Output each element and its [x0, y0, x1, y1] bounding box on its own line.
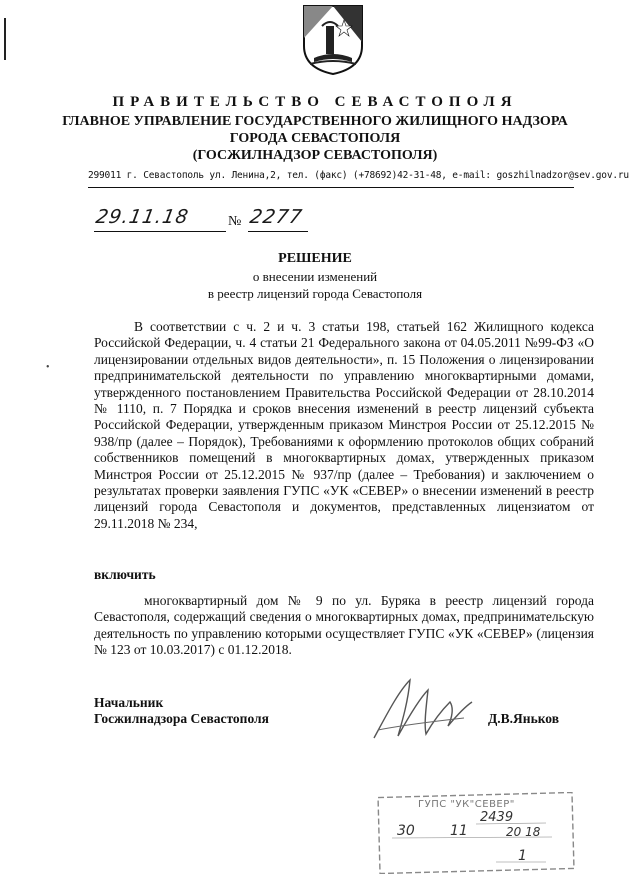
document-title: РЕШЕНИЕ	[278, 251, 352, 266]
subtitle-line-1: о внесении изменений	[252, 269, 378, 284]
date-underline	[94, 231, 226, 232]
stamp-year: 20 18	[506, 825, 541, 839]
department-short-name: (ГОСЖИЛНАДЗОР СЕВАСТОПОЛЯ)	[192, 148, 438, 163]
document-subtitle	[0, 268, 630, 302]
subtitle-line-2: в реестр лицензий города Севастополя	[207, 286, 423, 301]
stamp-month: 11	[450, 823, 468, 839]
handwritten-signature	[368, 672, 476, 746]
registration-date: 29.11.18	[94, 206, 191, 228]
number-underline	[248, 231, 308, 232]
department-line-2: ГОРОДА СЕВАСТОПОЛЯ	[229, 131, 401, 146]
stamp-sheets: 1	[518, 848, 527, 864]
stamp-day: 30	[397, 823, 415, 839]
sevastopol-coat-of-arms-icon	[300, 2, 366, 76]
stamp-organization: ГУПС "УК"СЕВЕР"	[418, 799, 515, 810]
decision-paragraph: многоквартирный дом № 9 по ул. Буряка в реестр лицензий города Севастополя, содержащий сведения о многоквартирных домах, предпринимательскую деятельность по управлению которыми осуществляет ГУПС «УК «СЕВЕР» (лицензия № 123 от 10.03.2017) с 01.12.2018.	[94, 593, 594, 658]
letterhead-address: 299011 г. Севастополь ул. Ленина,2, тел. (факс) (+78692)42-31-48, e-mail: goszhilnadzor@sev.gov.ru	[88, 170, 629, 181]
letterhead-divider	[88, 187, 574, 188]
number-label: №	[228, 214, 242, 229]
decision-word: включить	[94, 567, 156, 582]
scan-edge-mark	[4, 18, 6, 60]
signatory-name: Д.В.Яньков	[488, 711, 560, 726]
signatory-position-line-2: Госжилнадзора Севастополя	[94, 711, 269, 726]
legal-basis-paragraph: В соответствии с ч. 2 и ч. 3 статьи 198, статьей 162 Жилищного кодекса Российской Федерации, ч. 4 статьи 21 Федерального закона от 04.05.2011 №99-ФЗ «О лицензировании отдельных видов деятельности», п. 15 Положения о лицензировании предпринимательской деятельности по управлению многоквартирными домами, утвержденного постановлением Правительства Российской Федерации от 28.10.2014 № 1110, п. 7 Порядка и сроков внесения изменений в реестр лицензий субъекта Российской Федерации, утвержденным приказом Минстроя России от 25.12.2015 № 938/пр (далее – Порядок), Требованиями к оформлению протоколов общих собраний собственников помещений в многоквартирных домах, утвержденных приказом Минстроя России от 25.12.2015 № 937/пр (далее – Требования) и заключением о результатах проверки заявления ГУПС «УК «СЕВЕР» о внесении изменений в реестр лицензий города Севастополя и документов, представленных лицензиатом от 29.11.2018 № 234,	[94, 319, 594, 531]
department-line-1: ГЛАВНОЕ УПРАВЛЕНИЕ ГОСУДАРСТВЕННОГО ЖИЛИЩНОГО НАДЗОРА	[62, 114, 568, 129]
signatory-position-line-1: Начальник	[94, 695, 164, 710]
stamp-incoming-number: 2439	[480, 810, 514, 825]
government-name: ПРАВИТЕЛЬСТВО СЕВАСТОПОЛЯ	[112, 94, 518, 110]
department-name	[0, 113, 630, 164]
margin-mark: •	[46, 362, 50, 373]
registration-number: 2277	[248, 206, 305, 228]
